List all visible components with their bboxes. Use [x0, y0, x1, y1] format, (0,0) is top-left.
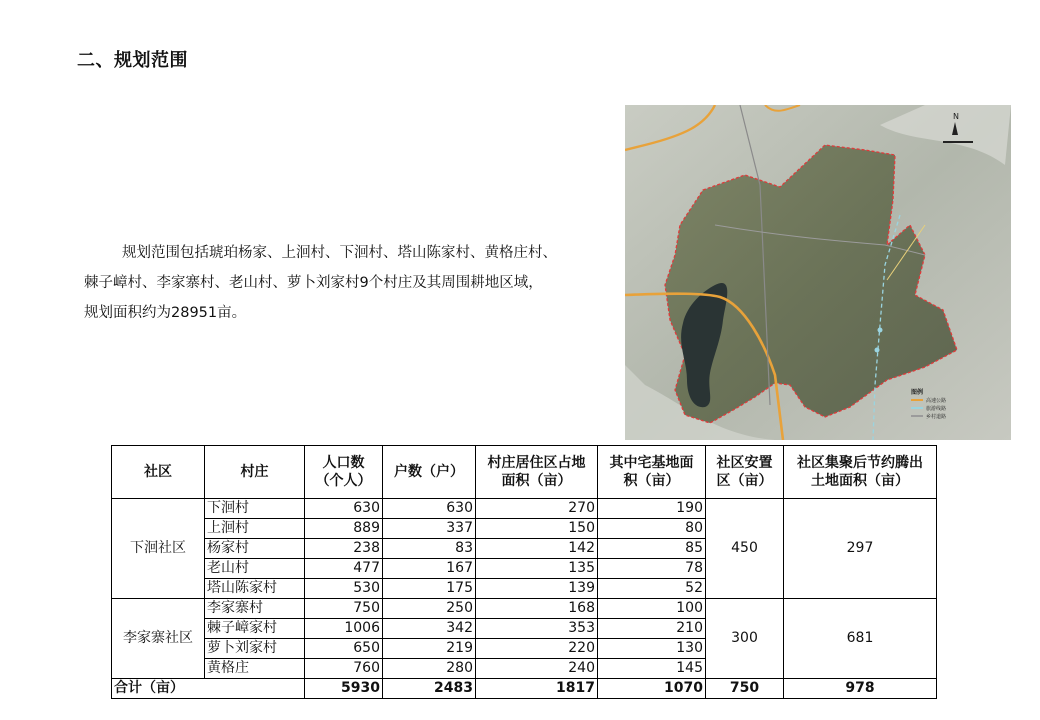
village-cell: 萝卜刘家村: [205, 639, 305, 659]
scale-bar: [943, 141, 973, 143]
households-cell: 167: [383, 559, 476, 579]
legend-title: 图例: [911, 389, 924, 396]
total-label: 合计（亩）: [112, 679, 305, 699]
households-cell: 175: [383, 579, 476, 599]
village-cell: 下洄村: [205, 499, 305, 519]
households-cell: 250: [383, 599, 476, 619]
resettlement-cell: 450: [706, 499, 784, 599]
residential-cell: 353: [476, 619, 598, 639]
village-cell: 黄格庄: [205, 659, 305, 679]
legend-item: 高速公路: [911, 396, 973, 404]
header-residential-area: 村庄居住区占地 面积（亩）: [476, 446, 598, 499]
residential-cell: 139: [476, 579, 598, 599]
population-cell: 530: [305, 579, 383, 599]
header-resettlement-area: 社区安置 区（亩）: [706, 446, 784, 499]
total-households: 2483: [383, 679, 476, 699]
households-cell: 337: [383, 519, 476, 539]
total-saved-land: 978: [784, 679, 937, 699]
population-cell: 760: [305, 659, 383, 679]
header-population: 人口数 （个人）: [305, 446, 383, 499]
header-households: 户数（户）: [383, 446, 476, 499]
households-cell: 280: [383, 659, 476, 679]
residential-cell: 220: [476, 639, 598, 659]
population-cell: 889: [305, 519, 383, 539]
total-homestead: 1070: [598, 679, 706, 699]
village-cell: 杨家村: [205, 539, 305, 559]
total-row: [112, 679, 937, 699]
header-community: 社区: [112, 446, 205, 499]
homestead-cell: 52: [598, 579, 706, 599]
paragraph-line-2: 棘子嶂村、李家寨村、老山村、萝卜刘家村9个村庄及其周围耕地区域，: [84, 275, 543, 291]
residential-cell: 240: [476, 659, 598, 679]
homestead-cell: 210: [598, 619, 706, 639]
households-cell: 83: [383, 539, 476, 559]
total-residential: 1817: [476, 679, 598, 699]
legend-item: 旅游线路: [911, 404, 973, 412]
residential-cell: 142: [476, 539, 598, 559]
population-cell: 750: [305, 599, 383, 619]
homestead-cell: 145: [598, 659, 706, 679]
section-heading: 二、规划范围: [77, 50, 188, 71]
total-population: 5930: [305, 679, 383, 699]
residential-cell: 270: [476, 499, 598, 519]
table-row: [112, 599, 937, 619]
homestead-cell: 190: [598, 499, 706, 519]
planning-area-map: [625, 105, 1011, 440]
village-cell: 塔山陈家村: [205, 579, 305, 599]
saved-land-cell: 681: [784, 599, 937, 679]
community-cell: 下洄社区: [112, 499, 205, 599]
households-cell: 630: [383, 499, 476, 519]
table-header-row: [112, 446, 937, 499]
homestead-cell: 85: [598, 539, 706, 559]
homestead-cell: 80: [598, 519, 706, 539]
village-cell: 上洄村: [205, 519, 305, 539]
village-cell: 棘子嶂家村: [205, 619, 305, 639]
resettlement-cell: 300: [706, 599, 784, 679]
households-cell: 342: [383, 619, 476, 639]
planning-table: [111, 445, 937, 699]
homestead-cell: 78: [598, 559, 706, 579]
village-cell: 李家寨村: [205, 599, 305, 619]
header-saved-land: 社区集聚后节约腾出 土地面积（亩）: [784, 446, 937, 499]
community-cell: 李家寨社区: [112, 599, 205, 679]
paragraph-line-3: 规划面积约为28951亩。: [84, 305, 247, 321]
population-cell: 477: [305, 559, 383, 579]
total-resettlement: 750: [706, 679, 784, 699]
population-cell: 650: [305, 639, 383, 659]
households-cell: 219: [383, 639, 476, 659]
homestead-cell: 130: [598, 639, 706, 659]
table-row: [112, 499, 937, 519]
header-village: 村庄: [205, 446, 305, 499]
legend-item: 乡村道路: [911, 412, 973, 420]
saved-land-cell: 297: [784, 499, 937, 599]
residential-cell: 168: [476, 599, 598, 619]
population-cell: 238: [305, 539, 383, 559]
header-homestead-area: 其中宅基地面 积（亩）: [598, 446, 706, 499]
population-cell: 1006: [305, 619, 383, 639]
village-cell: 老山村: [205, 559, 305, 579]
residential-cell: 150: [476, 519, 598, 539]
population-cell: 630: [305, 499, 383, 519]
map-legend: [911, 387, 973, 427]
north-arrow-label: N: [953, 112, 959, 121]
paragraph-line-1: 规划范围包括琥珀杨家、上洄村、下洄村、塔山陈家村、黄格庄村、: [122, 245, 557, 261]
scope-paragraph: [84, 238, 604, 328]
homestead-cell: 100: [598, 599, 706, 619]
residential-cell: 135: [476, 559, 598, 579]
